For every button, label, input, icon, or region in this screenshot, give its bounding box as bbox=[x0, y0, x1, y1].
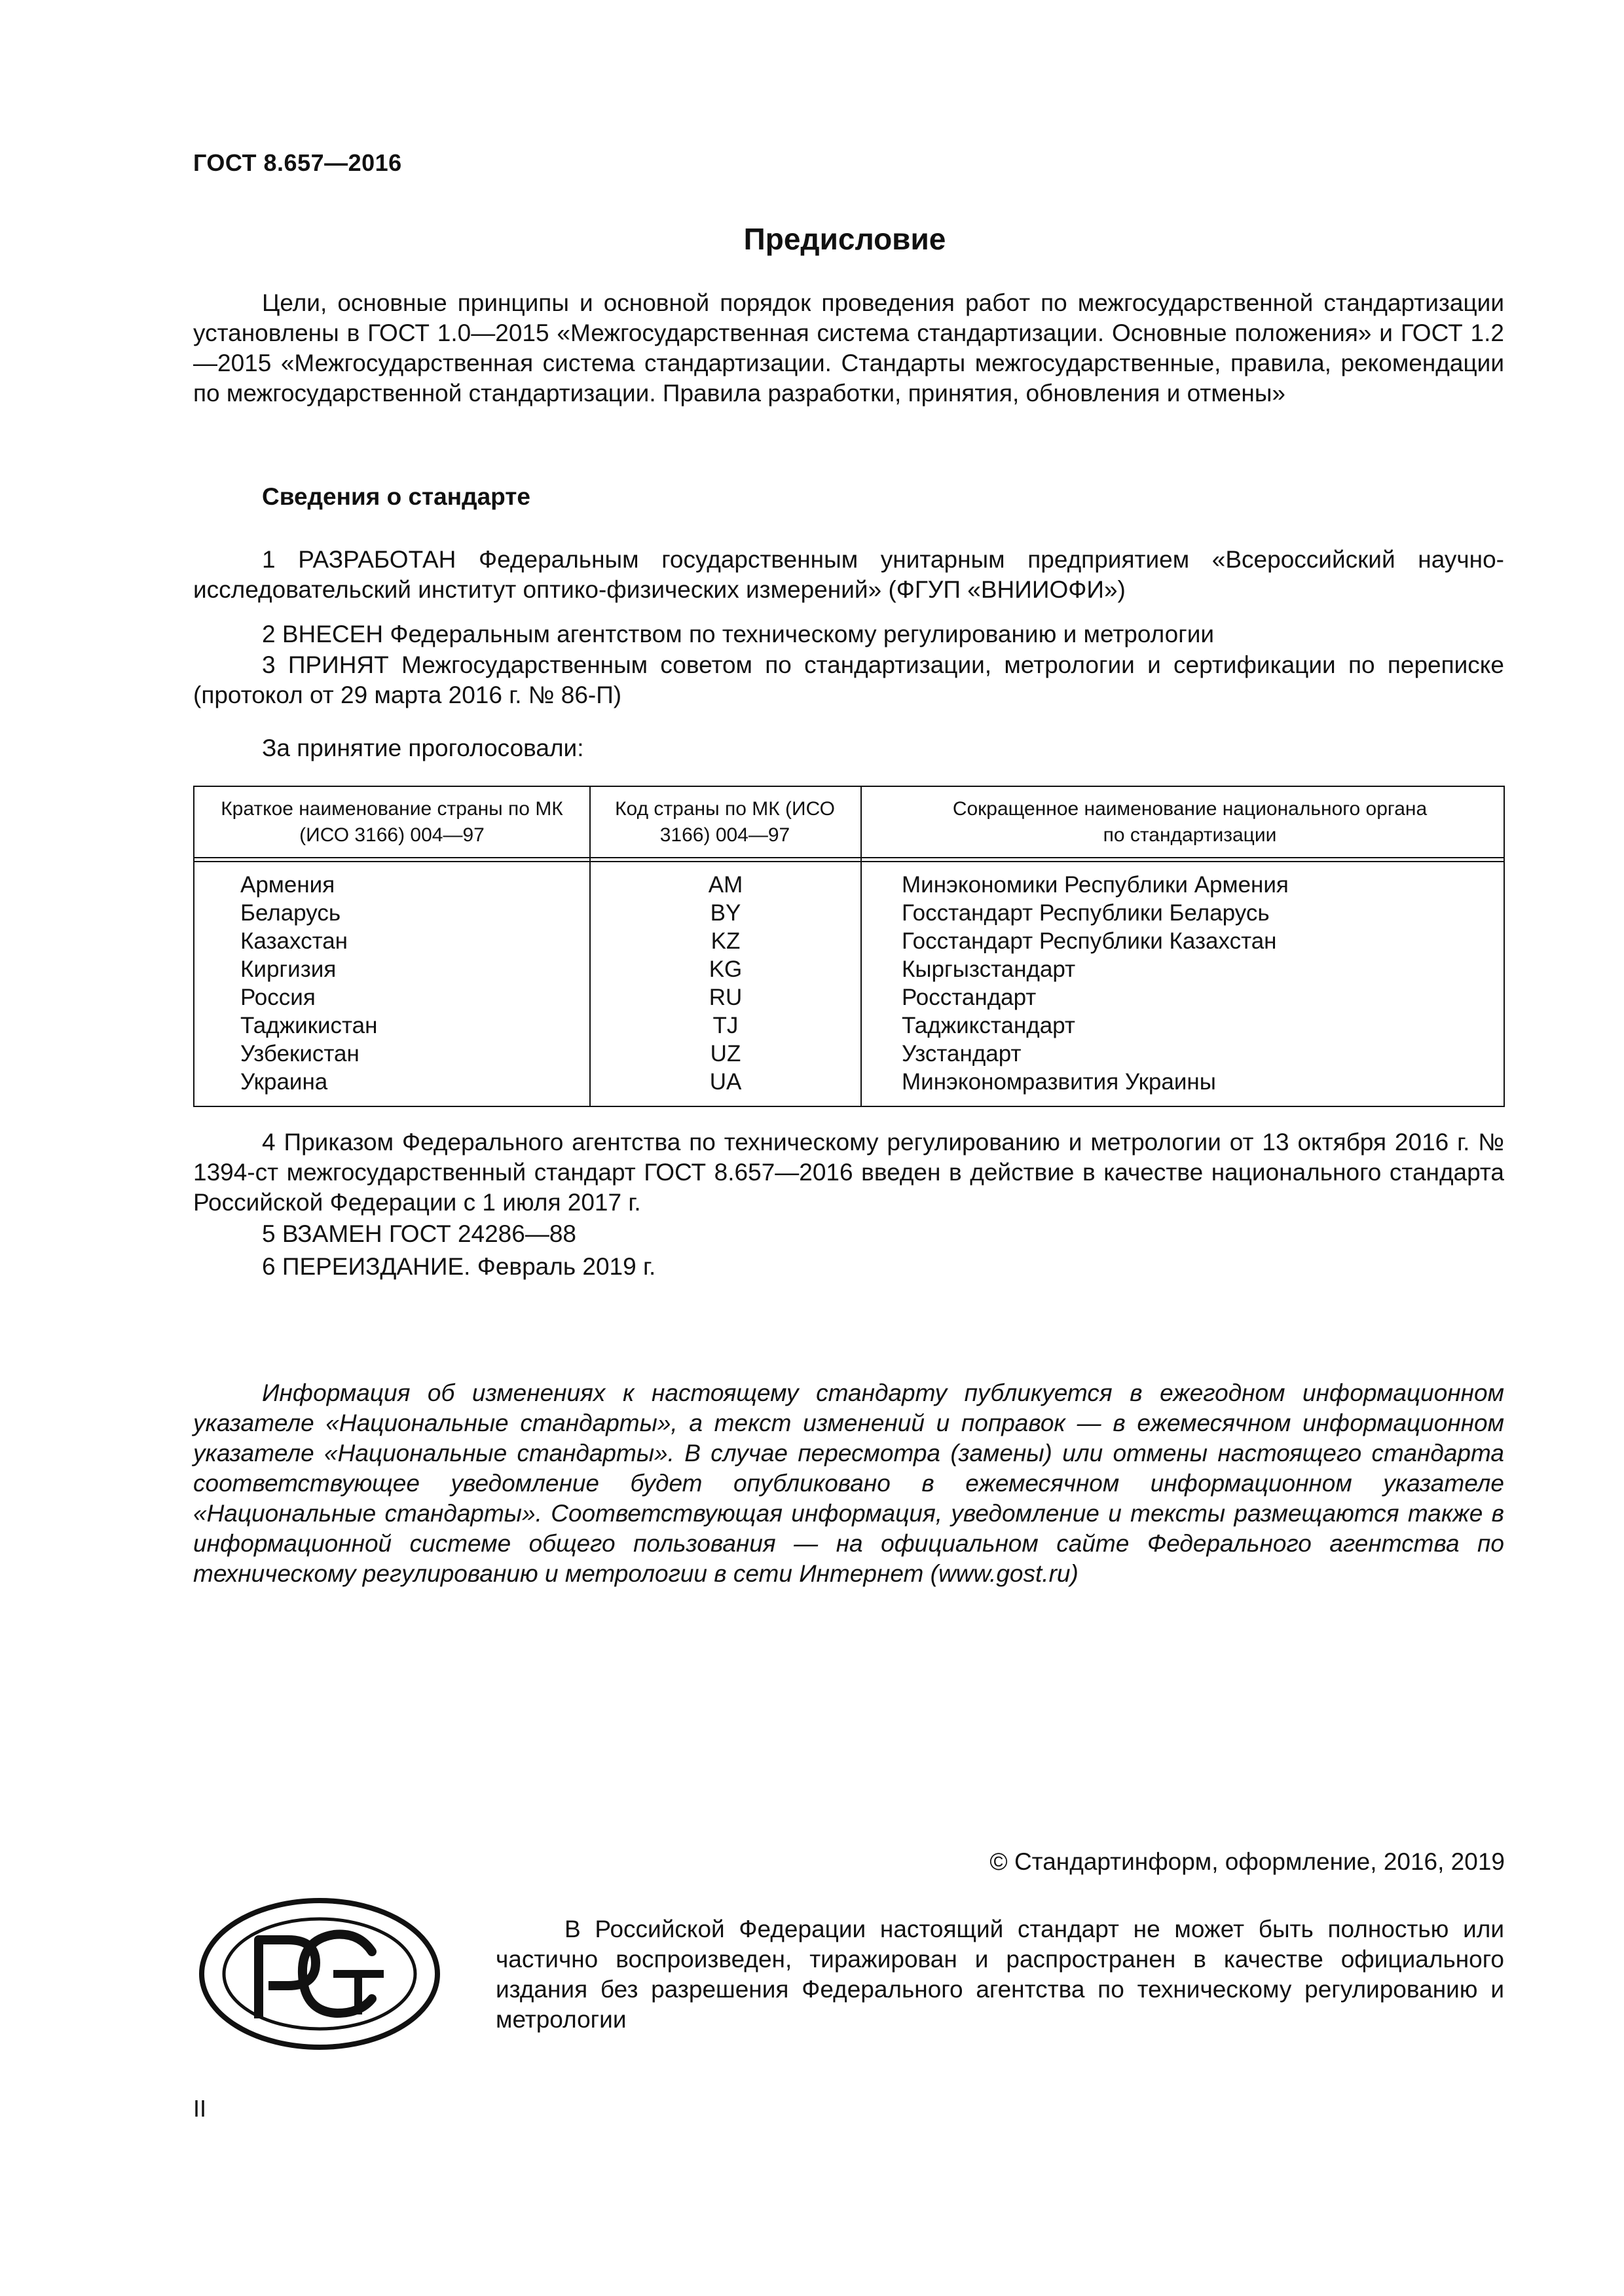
copyright-line: © Стандартинформ, оформление, 2016, 2019 bbox=[989, 1848, 1505, 1875]
table-cell-body: Госстандарт Республики Казахстан bbox=[902, 928, 1277, 954]
table-cell-country: Армения bbox=[240, 872, 335, 898]
item-4-paragraph: 4 Приказом Федерального агентства по техническому регулированию и метрологии от 13 октября 2016 г. № 1394-ст межгосударственный стандарт ГОСТ 8.657—2016 введен в действие в качестве национального стандарта Российской Федерации с 1 июля 2017 г. bbox=[193, 1129, 1504, 1216]
table-column-codes bbox=[591, 871, 860, 1096]
voting-table bbox=[193, 786, 1505, 1107]
table-cell-code: RU bbox=[709, 985, 743, 1010]
info-heading: Сведения о стандарте bbox=[262, 483, 530, 510]
item-6-line: 6 ПЕРЕИЗДАНИЕ. Февраль 2019 г. bbox=[262, 1253, 656, 1280]
page-number: II bbox=[193, 2095, 207, 2122]
table-cell-country: Беларусь bbox=[240, 900, 341, 926]
table-cell-country: Киргизия bbox=[240, 957, 337, 982]
table-cell-country: Таджикистан bbox=[240, 1013, 378, 1038]
item-3-paragraph: 3 ПРИНЯТ Межгосударственным советом по стандартизации, метрологии и сертификации по переписке (протокол от 29 марта 2016 г. № 86-П) bbox=[193, 651, 1504, 708]
reproduction-rights-notice: В Российской Федерации настоящий стандарт не может быть полностью или частично воспроизведен, тиражирован и распространен в качестве официального издания без разрешения Федерального агентства по техническому регулированию и метрологии bbox=[496, 1916, 1504, 2033]
section-title: Предисловие bbox=[743, 222, 946, 256]
table-header-code: Код страны по МК (ИСО 3166) 004—97 bbox=[615, 798, 835, 846]
table-header-divider bbox=[194, 861, 1504, 862]
table-cell-code: UA bbox=[709, 1069, 742, 1095]
changes-info-notice: Информация об изменениях к настоящему стандарту публикуется в ежегодном информационном указателе «Национальные стандарты», а текст изменений и поправок — в ежемесячном информационном указателе «Национальные стандарты». В случае пересмотра (замены) или отмены настоящего стандарта соответствующее уведомление будет опубликовано в ежемесячном информационном указателе «Национальные стандарты». Соответствующая информация, уведомление и тексты размещаются также в информационной системе общего пользования — на официальном сайте Федерального агентства по техническому регулированию и метрологии в сети Интернет (www.gost.ru) bbox=[193, 1379, 1504, 1587]
table-header-divider bbox=[194, 857, 1504, 858]
pct-certification-logo-icon bbox=[196, 1894, 443, 2054]
intro-paragraph: Цели, основные принципы и основной порядок проведения работ по межгосударственной стандартизации установлены в ГОСТ 1.0—2015 «Межгосударственная система стандартизации. Основные положения» и ГОСТ 1.2—2015 «Межгосударственная система стандартизации. Стандарты межгосударственные, правила, рекомендации по межгосударственной стандартизации. Правила разработки, принятия, обновления и отмены» bbox=[193, 289, 1504, 407]
table-cell-body: Госстандарт Республики Беларусь bbox=[902, 900, 1270, 926]
table-cell-code: KZ bbox=[710, 928, 741, 954]
item-1-paragraph: 1 РАЗРАБОТАН Федеральным государственным унитарным предприятием «Всероссийский научно-исследовательский институт оптико-физических измерений» (ФГУП «ВНИИОФИ») bbox=[193, 546, 1504, 603]
table-cell-country: Россия bbox=[240, 985, 316, 1010]
table-cell-body: Узстандарт bbox=[902, 1041, 1022, 1066]
table-cell-code: TJ bbox=[712, 1013, 739, 1038]
table-cell-code: AM bbox=[708, 872, 743, 898]
table-cell-code: BY bbox=[710, 900, 741, 926]
table-header-country: Краткое наименование страны по МК (ИСО 3166) 004—97 bbox=[221, 798, 563, 846]
table-cell-body: Минэкономразвития Украины bbox=[902, 1069, 1216, 1095]
table-cell-body: Минэкономики Республики Армения bbox=[902, 872, 1289, 898]
table-column-bodies bbox=[902, 871, 1289, 1096]
table-cell-body: Кыргызстандарт bbox=[902, 957, 1076, 982]
table-column-divider bbox=[860, 787, 862, 1106]
item-2-line: 2 ВНЕСЕН Федеральным агентством по техническому регулированию и метрологии bbox=[262, 621, 1215, 647]
table-cell-country: Украина bbox=[240, 1069, 328, 1095]
table-column-countries bbox=[240, 871, 377, 1096]
table-cell-body: Росстандарт bbox=[902, 985, 1037, 1010]
table-cell-country: Казахстан bbox=[240, 928, 348, 954]
voted-label: За принятие проголосовали: bbox=[262, 735, 584, 761]
table-cell-body: Таджикстандарт bbox=[902, 1013, 1075, 1038]
item-5-line: 5 ВЗАМЕН ГОСТ 24286—88 bbox=[262, 1220, 576, 1247]
table-cell-country: Узбекистан bbox=[240, 1041, 360, 1066]
table-header-body: Сокращенное наименование национального органа по стандартизации bbox=[952, 798, 1428, 846]
table-cell-code: KG bbox=[709, 957, 743, 982]
table-cell-code: UZ bbox=[710, 1041, 741, 1066]
document-code-header: ГОСТ 8.657—2016 bbox=[193, 149, 402, 176]
